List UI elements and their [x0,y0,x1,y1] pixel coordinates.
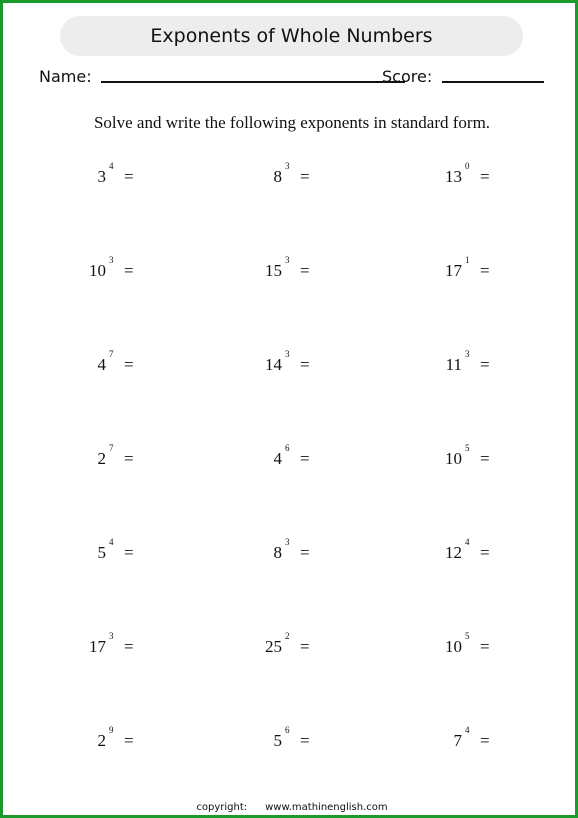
problem-exponent: 7 [109,443,114,453]
problem-base: 5 [97,543,106,562]
problem-base: 14 [265,355,282,374]
problem-exponent: 6 [285,443,290,453]
equals-sign: = [300,355,310,374]
exponent-problem [202,443,322,473]
score-label: Score: [382,67,433,86]
problem-base: 10 [445,449,462,468]
copyright-footer [3,802,578,813]
equals-sign: = [300,637,310,656]
score-blank-line [442,81,544,83]
problem-exponent: 3 [285,349,290,359]
equals-sign: = [124,449,134,468]
exponent-problem [26,255,146,285]
problem-exponent: 7 [109,349,114,359]
problem-base: 4 [273,449,282,468]
problem-base: 3 [97,167,106,186]
worksheet-title: Exponents of Whole Numbers [60,16,523,56]
student-info-row [39,65,549,91]
exponent-problem [26,631,146,661]
equals-sign: = [300,731,310,750]
equals-sign: = [480,167,490,186]
exponent-problem [202,631,322,661]
problem-base: 13 [445,167,462,186]
exponent-problem [26,349,146,379]
equals-sign: = [124,355,134,374]
instructions: Solve and write the following exponents in standard form. [93,113,491,132]
problem-exponent: 4 [465,725,470,735]
problem-exponent: 1 [465,255,470,265]
copyright-label: copyright: [196,802,248,813]
name-blank-line [101,81,405,83]
problem-exponent: 9 [109,725,114,735]
equals-sign: = [300,167,310,186]
equals-sign: = [480,637,490,656]
equals-sign: = [124,167,134,186]
problem-base: 10 [89,261,106,280]
exponent-problem [26,725,146,755]
problem-exponent: 3 [285,255,290,265]
exponent-problem [202,255,322,285]
equals-sign: = [480,261,490,280]
problem-base: 5 [273,731,282,750]
problem-exponent: 3 [109,631,114,641]
problem-base: 7 [453,731,462,750]
equals-sign: = [124,731,134,750]
problem-exponent: 3 [109,255,114,265]
exponent-problem [382,255,502,285]
problem-exponent: 5 [465,631,470,641]
exponent-problem [26,443,146,473]
exponent-problem [202,537,322,567]
exponent-problem [202,349,322,379]
problem-base: 11 [445,355,462,374]
problem-base: 8 [273,167,282,186]
problem-base: 10 [445,637,462,656]
problem-base: 2 [97,449,106,468]
problem-exponent: 0 [465,161,470,171]
problem-base: 17 [89,637,106,656]
problem-base: 15 [265,261,282,280]
equals-sign: = [300,449,310,468]
problem-base: 17 [445,261,462,280]
equals-sign: = [480,543,490,562]
exponent-problem [26,537,146,567]
exponent-problem [382,537,502,567]
equals-sign: = [300,543,310,562]
problem-base: 12 [445,543,462,562]
problem-exponent: 4 [109,161,114,171]
problem-exponent: 3 [285,161,290,171]
exponent-problem [202,725,322,755]
equals-sign: = [480,449,490,468]
problem-exponent: 4 [465,537,470,547]
problem-exponent: 4 [109,537,114,547]
problem-base: 4 [97,355,106,374]
equals-sign: = [124,261,134,280]
problem-exponent: 3 [285,537,290,547]
exponent-problem [382,443,502,473]
problem-base: 25 [265,637,282,656]
exponent-problem [382,725,502,755]
exponent-problem [382,631,502,661]
problem-base: 2 [97,731,106,750]
exponent-problem [26,161,146,191]
exponent-problem [382,161,502,191]
problem-exponent: 3 [465,349,470,359]
name-label: Name: [39,67,92,86]
equals-sign: = [124,543,134,562]
problem-exponent: 6 [285,725,290,735]
website-text: www.mathinenglish.com [265,802,388,813]
equals-sign: = [480,355,490,374]
problem-base: 8 [273,543,282,562]
problem-exponent: 2 [285,631,290,641]
equals-sign: = [124,637,134,656]
equals-sign: = [480,731,490,750]
exponent-problem [202,161,322,191]
exponent-problem [382,349,502,379]
equals-sign: = [300,261,310,280]
problem-exponent: 5 [465,443,470,453]
